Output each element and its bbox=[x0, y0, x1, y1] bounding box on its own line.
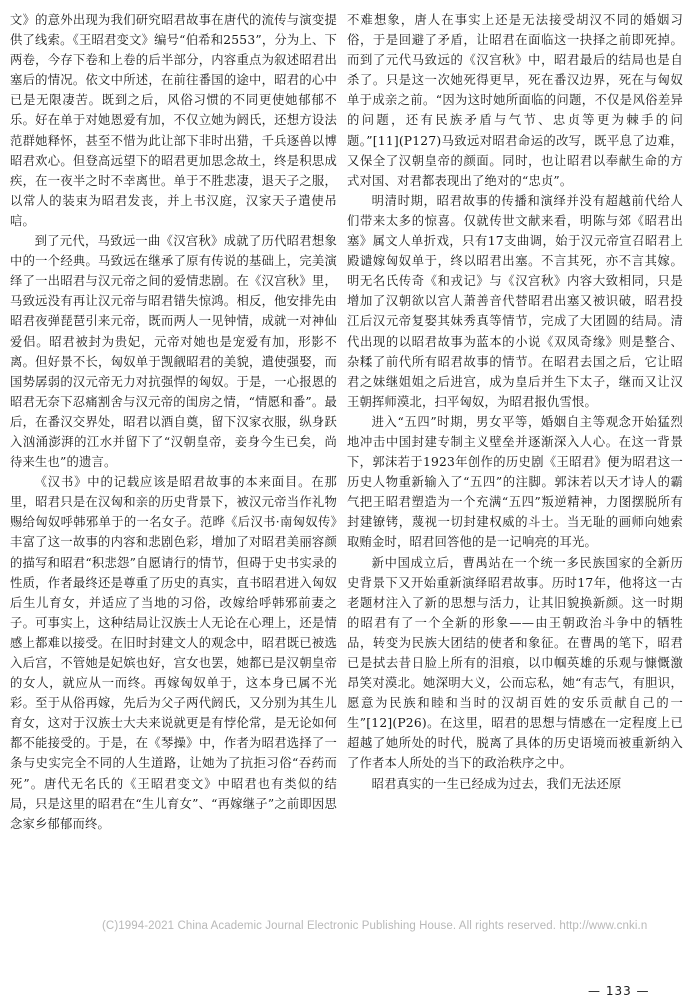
copyright-watermark: (C)1994-2021 China Academic Journal Electronic Publishing House. All rights reserved. http://www.cnki.n bbox=[102, 920, 648, 932]
paragraph: 明清时期，昭君故事的传播和演绎并没有超越前代给人们带来太多的惊喜。仅就传世文献来看，明陈与郊《昭君出塞》属文人单折戏，只有17支曲调，始于汉元帝宣召昭君上殿谴嫁匈奴单于，终以昭君出塞。不言其死，亦不言其嫁。明无名氏传奇《和戎记》与《汉宫秋》内容大致相同，只是增加了汉朝欲以宫人萧善音代替昭君出塞又被识破，昭君投江后汉元帝复娶其妹秀真等情节，完成了大团圆的结局。清代出现的以昭君故事为蓝本的小说《双凤奇缘》则是整合、杂糅了前代所有昭君故事的情节。在昭君去国之后，它让昭君之妹继姐姐之后进宫，成为皇后并生下太子，继而又让汉王朝挥师漠北，扫平匈奴，为昭君报仇雪恨。 bbox=[347, 193, 683, 409]
page-number: — 133 — bbox=[588, 984, 650, 998]
right-column bbox=[347, 10, 683, 794]
paragraph: 文》的意外出现为我们研究昭君故事在唐代的流传与演变提供了线索。《王昭君变文》编号“伯希和2553”，分为上、下两卷，今存下卷和上卷的后半部分，内容重点为叙述昭君出塞后的情况。依文中所述，在前往番国的途中，昭君的心中已是无限凄苦。既到之后，风俗习惯的不同更使她郁郁不乐。好在单于对她恩爱有加，不仅立她为阏氏，还想方设法范群她释怀，甚至不惜为此让部下非时出猎，千兵逐兽以博昭君欢心。但登高远望下的昭君更加思念故土，终是积思成疾，在一夜半之时不幸离世。单于不胜悲凄，退天子之服，以常人的装束为昭君发丧，并上书汉庭，汉家天子遣使吊唁。 bbox=[10, 13, 337, 228]
paragraph: 进入“五四”时期，男女平等，婚姻自主等观念开始猛烈地冲击中国封建专制主义壁垒并逐渐深入人心。在这一背景下，郭沫若于1923年创作的历史剧《王昭君》便为昭君这一历史人物重新输入了“五四”的注脚。郭沫若以天才诗人的霸气把王昭君塑造为一个充满“五四”叛逆精神，力图摆脱所有封建镣铐，蔑视一切封建权威的斗士。当无耻的画师向她索取贿金时，昭君回答他的是一记响亮的耳光。 bbox=[347, 414, 683, 550]
paragraph: 不难想象，唐人在事实上还是无法接受胡汉不同的婚姻习俗，于是回避了矛盾，让昭君在面临这一抉择之前即死掉。而到了元代马致远的《汉宫秋》中，昭君最后的结局也是自杀了。只是这一次她死得更早，死在番汉边界，死在与匈奴单于成亲之前。“因为这时她所面临的问题，不仅是风俗差异的问题，还有民族矛盾与气节、忠贞等更为棘手的问题。”[11](P127)马致远对昭君命运的改写，既平息了边难，又保全了汉朝皇帝的颜面。同时，也让昭君以奉献生命的方式对国、对君都表现出了绝对的“忠贞”。 bbox=[347, 13, 683, 188]
paragraph: 《汉书》中的记载应该是昭君故事的本来面目。在那里，昭君只是在汉匈和亲的历史背景下，被汉元帝当作礼物赐给匈奴呼韩邪单于的一名女子。范晔《后汉书·南匈奴传》丰富了这一故事的内容和悲剧色彩，增加了对昭君美丽容颜的描写和昭君“积悲怨”自愿请行的情节，但碍于史书实录的性质，作者最终还是尊重了历史的真实，直书昭君进入匈奴后生儿育女，并适应了当地的习俗，改嫁给呼韩邪前妻之子。可事实上，这种结局让汉族士人无论在心理上，还是情感上都难以接受。在旧时封建文人的观念中，昭君既已被选入后宫，不管她是妃嫔也好，宫女也罢，她都已是汉朝皇帝的女人，就应从一而终。再嫁匈奴单于，这本身已属不光彩。至于从俗再嫁，先后为父子两代阏氏，又分别为其生儿育女，这对于汉族士大夫来说就更是有悖伦常，是无论如何都不能接受的。于是，在《琴操》中，作者为昭君选择了一条与史实完全不同的人生道路，让她为了抗拒习俗“吞药而死”。唐代无名氏的《王昭君变文》中昭君也有类似的结局，只是这里的昭君在“生儿育女”、“再嫁继子”之前即因思念家乡郁郁而终。 bbox=[10, 475, 337, 831]
paragraph: 昭君真实的一生已经成为过去，我们无法还原 bbox=[371, 776, 622, 791]
left-column bbox=[10, 10, 337, 834]
paragraph: 新中国成立后，曹禺站在一个统一多民族国家的全新历史背景下又开始重新演绎昭君故事。历时17年，他将这一古老题材注入了新的思想与活力，让其旧貌换新颜。这一时期的昭君有了一个全新的形象——由王朝政治斗争中的牺牲品，转变为民族大团结的使者和象征。在曹禺的笔下，昭君已是拭去昔日脸上所有的泪痕，以巾帼英雄的乐观与慷慨激昂笑对漠北。她深明大义，公而忘私，她“有志气，有胆识，愿意为民族和睦和当时的汉胡百姓的安乐贡献自己的一生”[12](P26)。在这里，昭君的思想与情感在一定程度上已超越了她所处的时代，脱离了具体的历史语境而被重新纳入了作者本人所处的当下的政治秩序之中。 bbox=[347, 555, 683, 771]
paragraph: 到了元代，马致远一曲《汉宫秋》成就了历代昭君想象中的一个经典。马致远在继承了原有传说的基础上，完美演绎了一出昭君与汉元帝之间的爱情悲剧。在《汉宫秋》里，马致远没有再让汉元帝与昭君错失惊鸿。相反，他安排先由昭君夜弹琵琶引来元帝，既而两人一见钟情，成就一对神仙爱侣。昭君被封为贵妃，元帝对她也是宠爱有加，形影不离。但好景不长，匈奴单于觊觎昭君的美貌，遣使强娶，而国势孱弱的汉元帝无力对抗强悍的匈奴。于是，一心报恩的昭君无奈下忍痛割舍与汉元帝的闺房之情，“情愿和番”。最后，在番汉交界处，昭君以酒自奠，留下汉家衣服，纵身跃入汹涌澎湃的江水并留下了“汉朝皇帝，妾身今生已矣，尚待来生也”的遗言。 bbox=[10, 234, 337, 470]
